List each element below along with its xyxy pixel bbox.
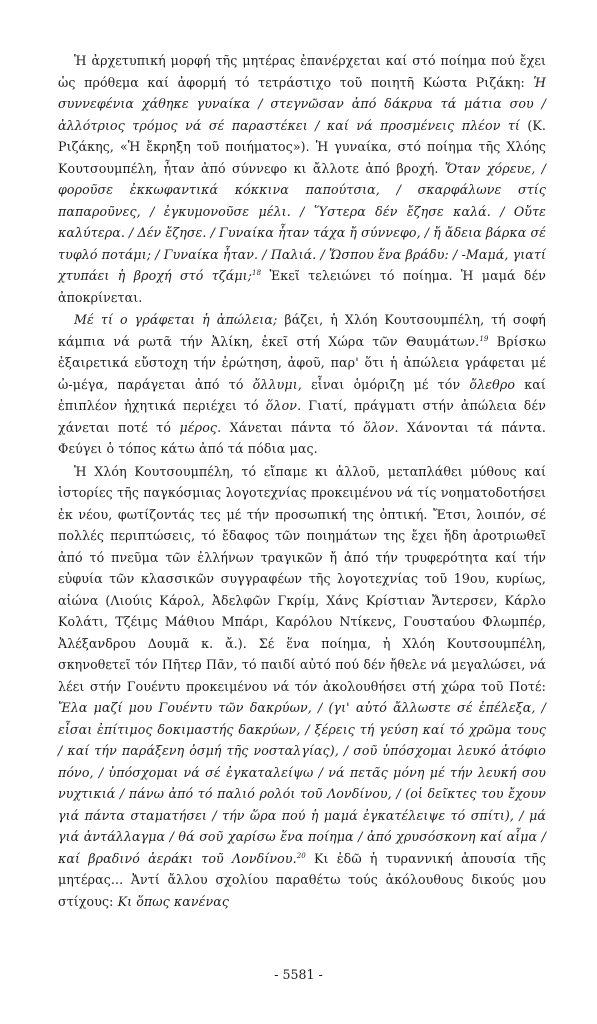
text-run: Ἡ ἀρχετυπική μορφή τῆς μητέρας ἐπανέρχεται καί στό ποίημα πού ἔχει ὡς πρόθεμα καί ἀφορμή τό τετράστιχο τοῦ ποιητῆ Κώστα Ριζάκη:	[58, 53, 546, 90]
footnote-ref: 18	[252, 268, 262, 277]
footnote-ref: 20	[296, 851, 306, 860]
body-paragraph-3	[58, 461, 546, 913]
italic-quote: ὅλον	[363, 419, 395, 435]
text-run: , εἶναι ὁμόριζη μέ τόν	[297, 376, 470, 392]
page-number: - 5581 -	[274, 967, 323, 982]
body-paragraph-2	[58, 309, 546, 460]
text-run: (Κ. Ριζάκης, «Ἡ ἔκρηξη τοῦ ποιήματος»). Ἡ γυναίκα, στό ποίημα τῆς Χλόης Κουτσουμπέλη, ἦταν ἀπό σύννεφο κι ἄλλοτε ἀπό βροχή.	[58, 117, 546, 176]
italic-quote: ὄλεθρο	[469, 376, 516, 392]
italic-quote: Ἔλα μαζί μου Γουέντυ τῶν δακρύων, / (γι' αὐτό ἄλλωστε σέ ἐπέλεξα, / εἶσαι ἐπίτιμος δοκιμαστής δακρύων, / ξέρεις τή γεύση καί τό χρῶμα τους / καί τήν παράξενη ὀσμή τῆς νοσταλγίας), / σοῦ ὑπόσχομαι λευκό ἀτόφιο πόνο, / ὑπόσχομαι νά σέ ἐγκαταλείψω / νά πετᾶς μόνη μέ τήν λευκή σου νυχτικιά / πάνω ἀπό τό παλιό ρολόι τοῦ Λονδίνου, / (οἱ δεῖκτες του ἔχουν γιά πάντα σταματήσει / τήν ὥρα πού ἡ μαμά ἐγκατέλειψε τό σπίτι), / μά γιά ἀντάλλαγμα / θά σοῦ χαρίσω ἕνα ποίημα / ἀπό χρυσόσκονη καί αἷμα / καί βραδινό ἀεράκι τοῦ Λονδίνου.	[58, 700, 546, 866]
text-run: Ἐκεῖ τελειώνει τό ποίημα. Ἡ μαμά δέν ἀποκρίνεται.	[58, 268, 546, 305]
italic-quote: Ἡ συννεφένια χάθηκε γυναίκα / στεγνῶσαν ἀπό δάκρυα τά μάτια σου / ἀλλότριος τρόμος νά σέ παραστέκει / καί νά προσμένεις πλέον τί	[58, 74, 546, 133]
text-run: . Χάνεται πάντα τό	[217, 419, 364, 435]
italic-quote: ὄλλυμι	[252, 376, 298, 392]
italic-quote: Κι ὅπως κανένας	[117, 893, 230, 909]
text-run: Κι ἐδῶ ἡ τυραννική ἀπουσία τῆς μητέρας... Ἀντί ἄλλου σχολίου παραθέτω τούς ἀκόλουθους δικούς μου στίχους:	[58, 850, 546, 909]
italic-quote: Ὅταν χόρευε, / φοροῦσε ἐκκωφαντικά κόκκινα παπούτσια, / σκαρφάλωνε στίς παπαροῦνες, / ἐγκυμονοῦσε μέλι. / Ὕστερα δέν ἔζησε καλά. / Οὔτε καλύτερα. / Δέν ἔζησε. / Γυναίκα ἦταν τάχα ἤ σύννεφο, / ἤ ἄδεια βάρκα σέ τυφλό ποτάμι; / Γυναίκα ἦταν. / Παλιά. / Ὥσπου ἕνα βράδυ: / -Μαμά, γιατί χτυπάει ἡ βροχή στό τζάμι;	[58, 160, 547, 283]
body-paragraph-1	[58, 50, 546, 308]
document-page	[58, 50, 546, 912]
footnote-ref: 19	[479, 334, 489, 343]
italic-quote: μέρος	[179, 419, 218, 435]
text-run: . Γιατί, πράγματι στήν ἀπώλεια δέν χάνεται ποτέ τό	[58, 398, 546, 435]
text-run: Ἡ Χλόη Κουτσουμπέλη, τό εἴπαμε κι ἀλλοῦ, μεταπλάθει μύθους καί ἱστορίες τῆς παγκόσμιας λογοτεχνίας προκειμένου νά τίς νοηματοδοτήσει ἐκ νέου, φωτίζοντάς τες μέ τήν προσωπική της ὀπτική. Ἔτσι, λοιπόν, σέ πολλές περιπτώσεις, τό ἔδαφος τῶν ποιημάτων της ἔχει ἤδη ἀροτριωθεῖ ἀπό τό πνεῦμα τῶν ἐλλήνων τραγικῶν ἤ ἀπό τήν τρυφερότητα καί τήν εὐφυία τῶν κλασσικῶν συγγραφέων τῆς λογοτεχνίας τοῦ 19ου, κυρίως, αἰώνα (Λιούις Κάρολ, Ἀδελφῶν Γκρίμ, Χάνς Κρίστιαν Ἄντερσεν, Κάρλο Κολάτι, Τζέιμς Μάθιου Μπάρι, Καρόλου Ντίκενς, Γουσταύου Φλωμπέρ, Ἀλέξανδρου Δουμᾶ κ. ἄ.). Σέ ἕνα ποίημα, ἡ Χλόη Κουτσουμπέλη, σκηνοθετεῖ τόν Πῆτερ Πᾶν, τό παιδί αὐτό πού δέν ἤθελε νά μεγαλώσει, νά λέει στήν Γουέντυ προκειμένου νά τόν ἀκολουθήσει στή χώρα τοῦ Ποτέ:	[58, 463, 546, 694]
text-run: καί ἐπιπλέον ἠχητικά περιέχει τό	[58, 376, 546, 413]
text-run: . Χάνονται τά πάντα. Φεύγει ὁ τόπος κάτω ἀπό τά πόδια μας.	[58, 419, 546, 456]
italic-quote: ὅλον	[265, 398, 298, 413]
text-run: βάζει, ἡ Χλόη Κουτσουμπέλη, τή σοφή κάμπια νά ρωτᾶ τήν Ἀλίκη, ἐκεῖ στή Χώρα τῶν Θαυμάτων.	[58, 312, 546, 349]
italic-quote: Μέ τί ο γράφεται ἡ ἀπώλεια;	[74, 312, 278, 327]
text-run: Βρίσκω ἐξαιρετικά εὔστοχη τήν ἐρώτηση, ἀφοῦ, παρ' ὅτι ἡ ἀπώλεια γράφεται μέ ὠ-μέγα, παράγεται ἀπό τό	[58, 333, 546, 392]
